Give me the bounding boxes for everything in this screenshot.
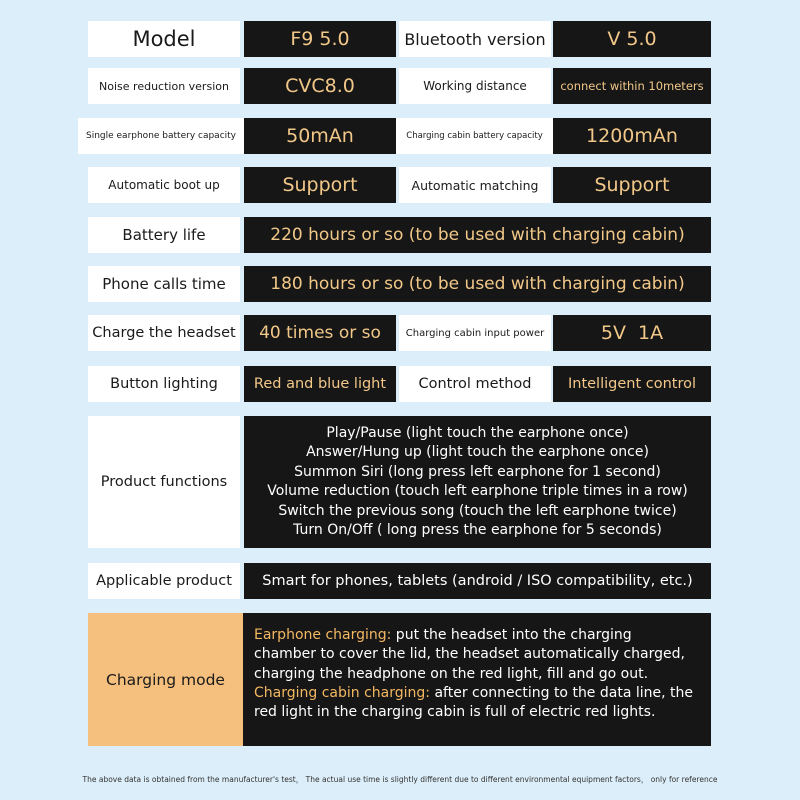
cabin-charging-title: Charging cabin charging: (254, 684, 431, 701)
earphone-charging-line2: chamber to cover the lid, the headset automatically charged, (254, 646, 685, 663)
cabin-charging-line2: red light in the charging cabin is full of electric red lights. (254, 704, 656, 721)
input-power-label: Charging cabin input power (399, 315, 551, 351)
charge-headset-label: Charge the headset (88, 315, 240, 351)
distance-value: connect within 10meters (553, 68, 711, 104)
applicable-label: Applicable product (88, 563, 240, 599)
single-battery-value: 50mAn (244, 118, 396, 154)
distance-label: Working distance (399, 68, 551, 104)
bluetooth-value: V 5.0 (553, 21, 711, 57)
charge-headset-value: 40 times or so (244, 315, 396, 351)
single-battery-label: Single earphone battery capacity (78, 118, 244, 154)
control-value: Intelligent control (553, 366, 711, 402)
call-time-value: 180 hours or so (to be used with charging cabin) (244, 266, 711, 302)
input-power-value: 5V 1A (553, 315, 711, 351)
matching-value: Support (553, 167, 711, 203)
function-previous-song: Switch the previous song (touch the left earphone twice) (278, 502, 677, 519)
noise-label: Noise reduction version (88, 68, 240, 104)
boot-value: Support (244, 167, 396, 203)
model-label: Model (88, 21, 240, 57)
function-play-pause: Play/Pause (light touch the earphone once) (326, 424, 629, 441)
matching-label: Automatic matching (399, 167, 551, 203)
control-label: Control method (399, 366, 551, 402)
functions-label: Product functions (88, 416, 240, 548)
call-time-label: Phone calls time (88, 266, 240, 302)
battery-life-value: 220 hours or so (to be used with charging cabin) (244, 217, 711, 253)
lighting-value: Red and blue light (244, 366, 396, 402)
earphone-charging-line1: put the headset into the charging (391, 627, 632, 643)
footer-disclaimer: The above data is obtained from the manufacturer's test， The actual use time is slightly different due to different environmental equipment factors， only for reference (82, 775, 718, 784)
model-value: F9 5.0 (244, 21, 396, 57)
earphone-charging-title: Earphone charging: (254, 627, 392, 643)
battery-life-label: Battery life (88, 217, 240, 253)
functions-list (244, 416, 711, 548)
earphone-charging-line3: charging the headphone on the red light, fill and go out. (254, 665, 649, 682)
cabin-battery-label: Charging cabin battery capacity (396, 118, 553, 154)
function-power: Turn On/Off ( long press the earphone for 5 seconds) (293, 522, 662, 538)
noise-value: CVC8.0 (244, 68, 396, 104)
function-volume: Volume reduction (touch left earphone triple times in a row) (267, 483, 688, 499)
boot-label: Automatic boot up (88, 167, 240, 203)
lighting-label: Button lighting (88, 366, 240, 402)
applicable-value: Smart for phones, tablets (android / ISO compatibility, etc.) (244, 563, 711, 599)
bluetooth-label: Bluetooth version (399, 21, 551, 57)
cabin-battery-value: 1200mAn (553, 118, 711, 154)
cabin-charging-line1: after connecting to the data line, the (430, 684, 694, 701)
function-answer: Answer/Hung up (light touch the earphone once) (306, 444, 649, 460)
charging-mode-label: Charging mode (88, 613, 243, 746)
function-siri: Summon Siri (long press left earphone for 1 second) (294, 463, 661, 480)
charging-mode-description (243, 613, 711, 746)
